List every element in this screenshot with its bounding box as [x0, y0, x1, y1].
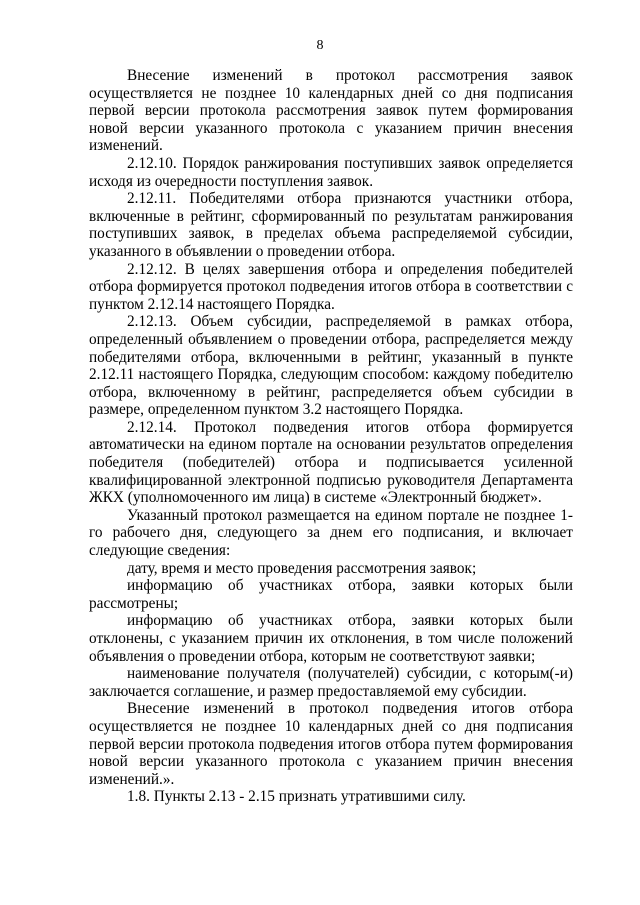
paragraph-1-8: 1.8. Пункты 2.13 - 2.15 признать утратившими силу.	[127, 788, 466, 806]
paragraph-2-12-13: 2.12.13. Объем субсидии, распределяемой в рамках отбора, определенный объявлением о проведении отбора, распределяется между победителями отбора, включенными в рейтинг, указанный в пункте 2.12.11 настоящего Порядка, следующим способом: каждому победителю отбора, включенному в рейтинг, распределяется объем субсидии в размере, определенном пунктом 3.2 настоящего Порядка.	[89, 313, 573, 419]
document-body	[89, 67, 573, 806]
list-item-date-time-place: дату, время и место проведения рассмотрения заявок;	[127, 559, 477, 577]
page-number: 8	[316, 38, 324, 53]
paragraph-2-12-11: 2.12.11. Победителями отбора признаются участники отбора, включенные в рейтинг, сформированный по результатам ранжирования поступивших заявок, в пределах объема распределяемой субсидии, указанного в объявлении о проведении отбора.	[89, 190, 573, 260]
paragraph-2-12-10: 2.12.10. Порядок ранжирования поступивших заявок определяется исходя из очередности поступления заявок.	[89, 154, 573, 190]
list-item-rejected-participants: информацию об участниках отбора, заявки которых были отклонены, с указанием причин их отклонения, в том числе положений объявления о проведении отбора, которым не соответствуют заявки;	[89, 612, 573, 665]
paragraph-2-12-14: 2.12.14. Протокол подведения итогов отбора формируется автоматически на едином портале на основании результатов определения победителя (победителей) отбора и подписывается усиленной квалифицированной электронной подписью руководителя Департамента ЖКХ (уполномоченного им лица) в системе «Электронный бюджет».	[89, 418, 573, 507]
paragraph-protocol-publication: Указанный протокол размещается на едином портале не позднее 1-го рабочего дня, следующего за днем его подписания, и включает следующие сведения:	[89, 506, 573, 560]
paragraph-2-12-12: 2.12.12. В целях завершения отбора и определения победителей отбора формируется протокол подведения итогов отбора в соответствии с пунктом 2.12.14 настоящего Порядка.	[89, 260, 573, 313]
list-item-subsidy-recipients: наименование получателя (получателей) субсидии, с которым(-и) заключается соглашение, и размер предоставляемой ему субсидии.	[89, 665, 573, 700]
paragraph-amendment-results-protocol: Внесение изменений в протокол подведения итогов отбора осуществляется не позднее 10 календарных дней со дня подписания первой версии протокола подведения итогов отбора путем формирования новой версии указанного протокола с указанием причин внесения изменений.».	[89, 700, 573, 788]
paragraph-amendment-review-protocol: Внесение изменений в протокол рассмотрения заявок осуществляется не позднее 10 календарных дней со дня подписания первой версии протокола рассмотрения заявок путем формирования новой версии указанного протокола с указанием причин внесения изменений.	[89, 67, 573, 155]
list-item-reviewed-participants: информацию об участниках отбора, заявки которых были рассмотрены;	[89, 577, 573, 612]
